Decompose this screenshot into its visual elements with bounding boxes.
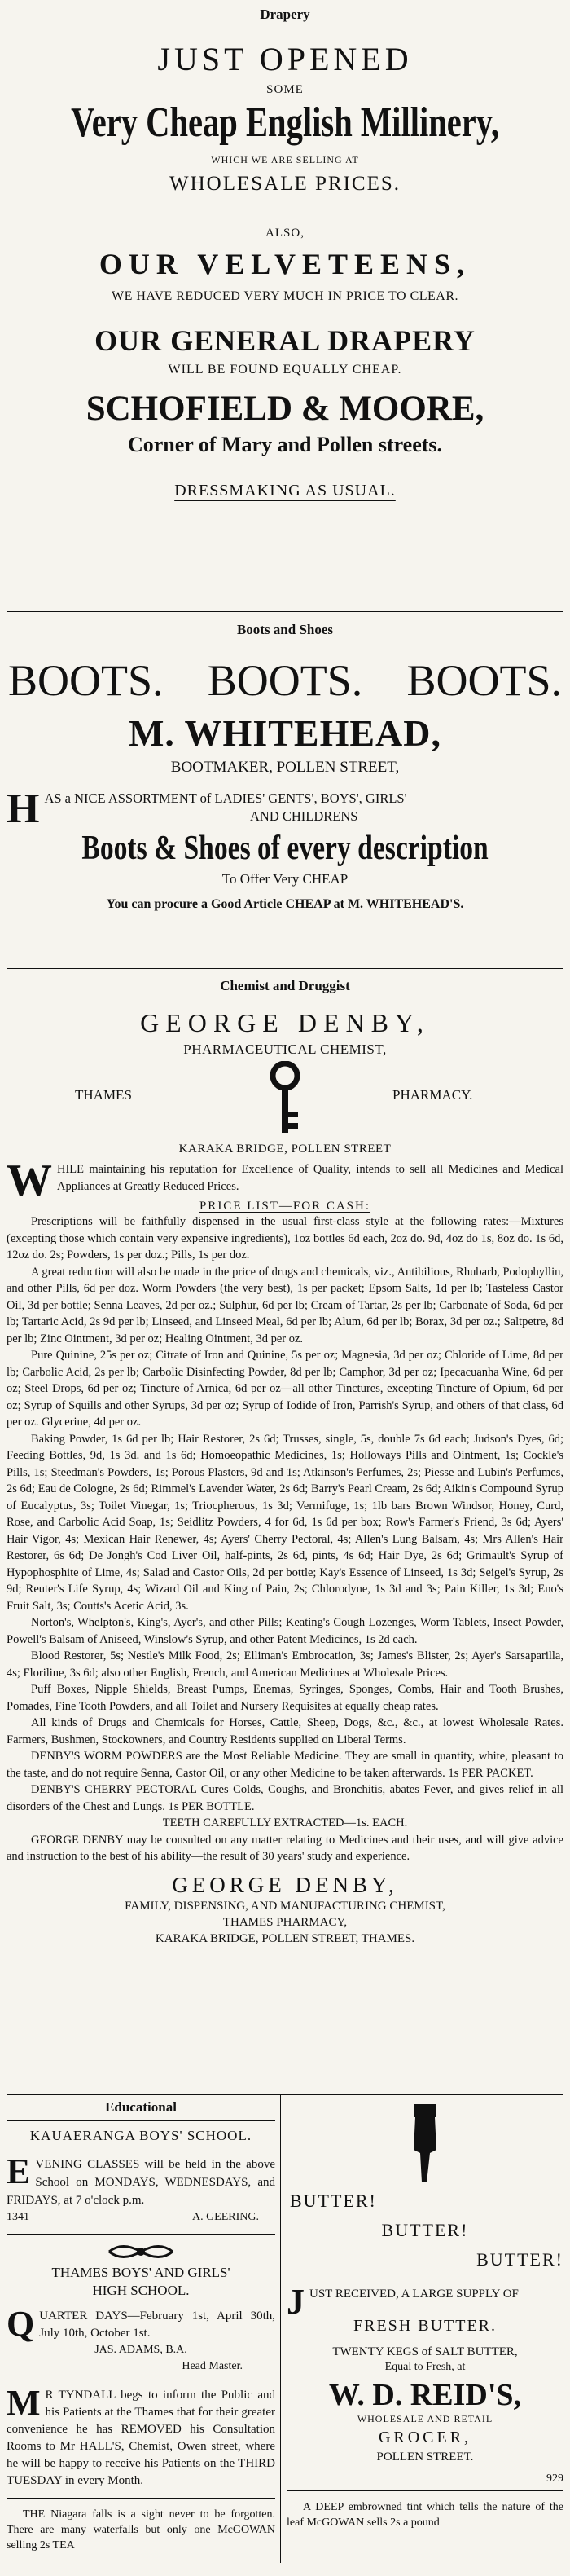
boots-word-2: BOOTS. [207,656,363,705]
section-header-educational: Educational [105,2099,177,2115]
kauaeranga-school: KAUAERANGA BOYS' SCHOOL. [29,2128,252,2143]
key-icon [269,1061,301,1136]
divider [7,968,563,969]
fresh-butter: FRESH BUTTER. [353,2317,498,2335]
price-paragraph-7: Puff Boxes, Nipple Shields, Breast Pumps, Enemas, Syringes, Sponges, Combs, Hair and Tooth Brushes, Pomades, Fine Tooth Powders, and all Toilet and Nursery Requisites at equally cheap rates. [7,1683,563,1713]
quarter-days-notice [7,2304,275,2344]
just-opened-heading: JUST OPENED [157,41,413,77]
reid-name: W. D. REID'S, [328,2378,522,2412]
assortment-block [7,786,563,832]
price-paragraph-5: Norton's, Whelpton's, King's, Ayer's, and other Pills; Keating's Cough Lozenges, Worm Tablets, Insect Powder, Powell's Balsam of Aniseed, Winslow's Syrup, and other Patent Medicines, 1s 2d each. [7,1616,563,1646]
bootmaker-line: BOOTMAKER, POLLEN STREET, [170,759,400,776]
left-column [7,2099,275,2553]
dropcap-j: J [287,2282,305,2322]
procure-line: You can procure a Good Article CHEAP at M. WHITEHEAD'S. [106,897,464,911]
selling-line: WHICH WE ARE SELLING AT [211,154,359,165]
pharmacy-label: PHARMACY. [392,1087,473,1103]
chemist-advert [7,978,563,1947]
section-header-drapery: Drapery [260,7,310,22]
teeth-line: TEETH CAREFULLY EXTRACTED—1s. EACH. [162,1816,408,1830]
section-header-boots: Boots and Shoes [236,622,334,637]
denby-footer-name: GEORGE DENBY, [172,1872,398,1897]
denby-footer-line-3: KARAKA BRIDGE, POLLEN STREET, THAMES. [155,1931,415,1945]
whitehead-name: M. WHITEHEAD, [128,712,442,754]
boots-advert [7,622,563,912]
wholesale-retail: WHOLESALE AND RETAIL [357,2413,493,2424]
salt-butter-kegs: TWENTY KEGS of SALT BUTTER, [332,2345,518,2358]
dropcap-q: Q [7,2304,35,2344]
wholesale-prices: WHOLESALE PRICES. [169,173,401,195]
assortment-line-1: AS a NICE ASSORTMENT of LADIES' GENTS', BOYS', GIRLS' [44,790,407,806]
intro-text: HILE maintaining his reputation for Excellence of Quality, intends to sell all Medicines and Medical Appliances at Greatly Reduced Prices. [57,1163,563,1193]
evening-text: VENING CLASSES will be held in the above School on MONDAYS, WEDNESDAYS, and FRIDAYS, at 7 o'clock p.m. [7,2158,275,2207]
pollen-street: POLLEN STREET. [376,2451,474,2464]
karaka-bridge-line: KARAKA BRIDGE, POLLEN STREET [178,1143,392,1156]
adams-signature: JAS. ADAMS, B.A. [94,2344,187,2356]
denby-intro [7,1156,563,1206]
ref-number-929: 929 [546,2473,563,2485]
general-drapery-heading: OUR GENERAL DRAPERY [94,324,476,357]
reduced-line: WE HAVE REDUCED VERY MUCH IN PRICE TO CLEAR. [111,289,459,303]
thames-school-line-2: HIGH SCHOOL. [92,2283,190,2298]
boots-shoes-headline: Boots & Shoes of every description [81,830,489,867]
boots-row [7,656,563,705]
received-notice [287,2282,563,2322]
offer-line: To Offer Very CHEAP [221,871,349,887]
denby-footer-line-1: FAMILY, DISPENSING, AND MANUFACTURING CHEMIST, [125,1899,445,1913]
grocer-label: GROCER, [378,2428,472,2446]
quarter-text: UARTER DAYS—February 1st, April 30th, July 10th, October 1st. [39,2310,275,2340]
head-master-label: Head Master. [182,2360,243,2372]
millinery-headline: Very Cheap English Millinery, [71,100,499,146]
price-paragraph-8: All kinds of Drugs and Chemicals for Horses, Cattle, Sheep, Dogs, &c., &c., at lowest Wholesale Rates. Farmers, Bushmen, Stockowners, and Country Residents supplied on Liberal Terms. [7,1716,563,1746]
received-text: UST RECEIVED, A LARGE SUPPLY OF [309,2288,519,2301]
also-line: ALSO, [265,227,305,240]
drapery-advert [7,7,563,500]
drapery-address: Corner of Mary and Pollen streets. [127,433,443,456]
some-line: SOME [266,83,304,96]
denby-name: GEORGE DENBY, [140,1008,430,1037]
consult-paragraph: GEORGE DENBY may be consulted on any matter relating to Medicines and their uses, and will give advice and instruction to the best of his ability—the result of 30 years' study and experience. [7,1833,563,1863]
boots-word-3: BOOTS. [406,656,562,705]
dropcap-w: W [7,1156,52,1206]
cherry-pectoral-paragraph: DENBY'S CHERRY PECTORAL Cures Colds, Coughs, and Bronchitis, abates Fever, and gives relief in all disorders of the Chest and Lungs. 1s PER BOTTLE. [7,1783,563,1813]
mcgowan-tea-notice: A DEEP embrowned tint which tells the nature of the leaf McGOWAN sells 2s a pound [287,2501,563,2529]
dropcap-h: H [7,786,40,832]
niagara-notice: THE Niagara falls is a sight never to be forgotten. There are many waterfalls but only one McGOWAN selling 2s TEA [7,2508,275,2552]
divider [7,2094,563,2095]
price-paragraph-2: A great reduction will also be made in the price of drugs and chemicals, viz., Antibilious, Rhubarb, Podophyllin, and other Pills, 6d per doz. Worm Powders (the very best), 1s per packet; Epsom Salts, 1d per lb; Tasteless Castor Oil, 3d per bottle; Senna Leaves, 2d per oz.; Sulphur, 6d per lb; Cream of Tartar, 2s per lb; Carbonate of Soda, 6d per lb; Tartaric Acid, 2s 9d per lb; Linseed, and Linseed Meal, 6d per lb; Alum, 6d per lb; Borax, 3d per oz.; Saltpetre, 8d per lb; Zinc Ointment, 3d per oz; Healing Ointment, 3d per oz. [7,1265,563,1345]
price-paragraph-1: Prescriptions will be faithfully dispensed in the usual first-class style at the following rates:—Mixtures (excepting those which contain very expensive ingredients), 1oz bottles 6d each, 2oz do. 9d, 4oz do 1s, 8oz do. 1s 6d, 12oz do. 2s; Powders, 1s per doz.; Pills, 1s per doz. [7,1215,563,1262]
ref-number-1341: 1341 [7,2211,29,2223]
worm-powders-paragraph: DENBY'S WORM POWDERS are the Most Reliable Medicine. They are small in quantity, white, pleasant to the taste, and do not require Senna, Castor Oil, or any other Medicine to be taken afterwards. 1s PER PACKET. [7,1750,563,1780]
tyndall-text: R TYNDALL begs to inform the Public and his Patients at the Thames that for their greater convenience he has REMOVED his Consultation Rooms to Mr HALL'S, Chemist, Owen street, where he will be happy to receive his Patients on the THIRD TUESDAY in every Month. [7,2389,275,2487]
butter-line-2: BUTTER! [381,2220,469,2240]
pointing-hand-icon [409,2104,441,2184]
dressmaking-line: DRESSMAKING AS USUAL. [174,482,396,500]
column-divider [280,2095,281,2563]
butter-line-3: BUTTER! [476,2249,563,2270]
geering-signature: A. GEERING. [191,2211,259,2223]
butter-line-1: BUTTER! [290,2191,377,2211]
velveteens-heading: OUR VELVETEENS, [99,248,471,280]
price-list-heading: PRICE LIST—FOR CASH: [199,1200,371,1213]
pharmaceutical-title: PHARMACEUTICAL CHEMIST, [183,1041,387,1057]
denby-footer-line-2: THAMES PHARMACY, [222,1915,348,1929]
boots-word-1: BOOTS. [8,656,164,705]
assortment-line-2: AND CHILDRENS [249,808,358,824]
price-paragraph-3: Pure Quinine, 25s per oz; Citrate of Iron and Quinine, 5s per oz; Magnesia, 3d per oz; Chloride of Lime, 8d per lb; Carbolic Acid, 2s per lb; Carbolic Disinfecting Powder, 8d per lb; Camphor, 3d per oz; Ipecacuanha Wine, 6d per oz; Steel Drops, 6d per oz; Tincture of Arnica, 6d per oz—all other Tinctures, excepting Tincture of Opium, 6d per oz; Syrup of Squills and other Syrups, 3d per oz; Syrup of Iodide of Iron, Parrish's Syrup, and others of that class, 6d per oz. Glycerine, 4d per oz. [7,1349,563,1429]
evening-classes-notice [7,2151,275,2209]
geering-row [7,2209,275,2226]
dropcap-m: M [7,2383,41,2423]
pointing-hand [287,2099,563,2189]
equal-to-fresh: Equal to Fresh, at [384,2361,466,2373]
price-paragraph-4: Baking Powder, 1s 6d per lb; Hair Restorer, 2s 6d; Trusses, single, 5s, double 7s 6d each; Judson's Dyes, 6d; Feeding Bottles, 9d, 1s 3d. and 1s 6d; Homoeopathic Medicines, 1s; Holloways Pills and Ointment, 1s; Cockle's Pills, 1s; Steedman's Powders, 1s; Porous Plasters, 9d and 1s; Atkinson's Perfumes, 2s; Piesse and Lubin's Perfumes, 2s 6d; Eau de Cologne, 2s 6d; Rimmel's Lavender Water, 2s 6d; Barry's Pearl Cream, 2s 6d; Aikin's Compound Syrup of Eucalyptus, 3s; Toilet Vinegar, 1s; Triocpherous, 1s 3d; Vermifuge, 1s; 1lb bars Brown Windsor, Honey, Curd, Rose, and Carbolic Acid Soap, 1s; Seidlitz Powders, 4 for 6d, 1s 6d per box; Row's Farmer's Friend, 3s 6d; Ayers' Hair Vigor, 4s; Mexican Hair Renewer, 4s; Ayers' Cherry Pectoral, 4s; Allen's Lung Balsam, 4s; Mrs Allen's Hair Restorer, 6s 6d; De Jongh's Cod Liver Oil, half-pints, 2s 6d, pints, 4s 6d; Hair Dye, 2s 6d; Grimault's Syrup of Hypophosphite of Lime, 4s; Salad and Castor Oils, 2d per bottle; Kay's Essence of Linseed, 1s 3d; Seigel's Syrup, 2s 9d; Reuter's Life Syrup, 4s; Wizard Oil and King of Pain, 2s; Chlorodyne, 1s 3d and 3s; Pain Killer, 1s 3d; Eno's Fruit Salt, 3s; Coutts's Acetic Acid, 3s. [7,1432,563,1613]
divider [7,611,563,612]
thames-label: THAMES [75,1087,132,1103]
thames-school-line-1: THAMES BOYS' AND GIRLS' [51,2265,230,2280]
schofield-moore-name: SCHOFIELD & MOORE, [86,390,484,428]
right-column [287,2099,563,2530]
price-paragraph-6: Blood Restorer, 5s; Nestle's Milk Food, 2s; Elliman's Embrocation, 3s; James's Blister, 2s; Ayer's Sarsaparilla, 4s; Floriline, 3s 6d; also other English, French, and American Medicines at Wholesale Prices. [7,1649,563,1680]
tyndall-notice [7,2383,275,2490]
section-header-chemist: Chemist and Druggist [220,978,350,993]
dropcap-e: E [7,2151,31,2191]
equally-cheap-line: WILL BE FOUND EQUALLY CHEAP. [168,363,402,376]
ornament-icon [106,2241,176,2262]
key-row [7,1058,563,1139]
ornament [7,2239,275,2264]
newspaper-page [7,7,563,2563]
